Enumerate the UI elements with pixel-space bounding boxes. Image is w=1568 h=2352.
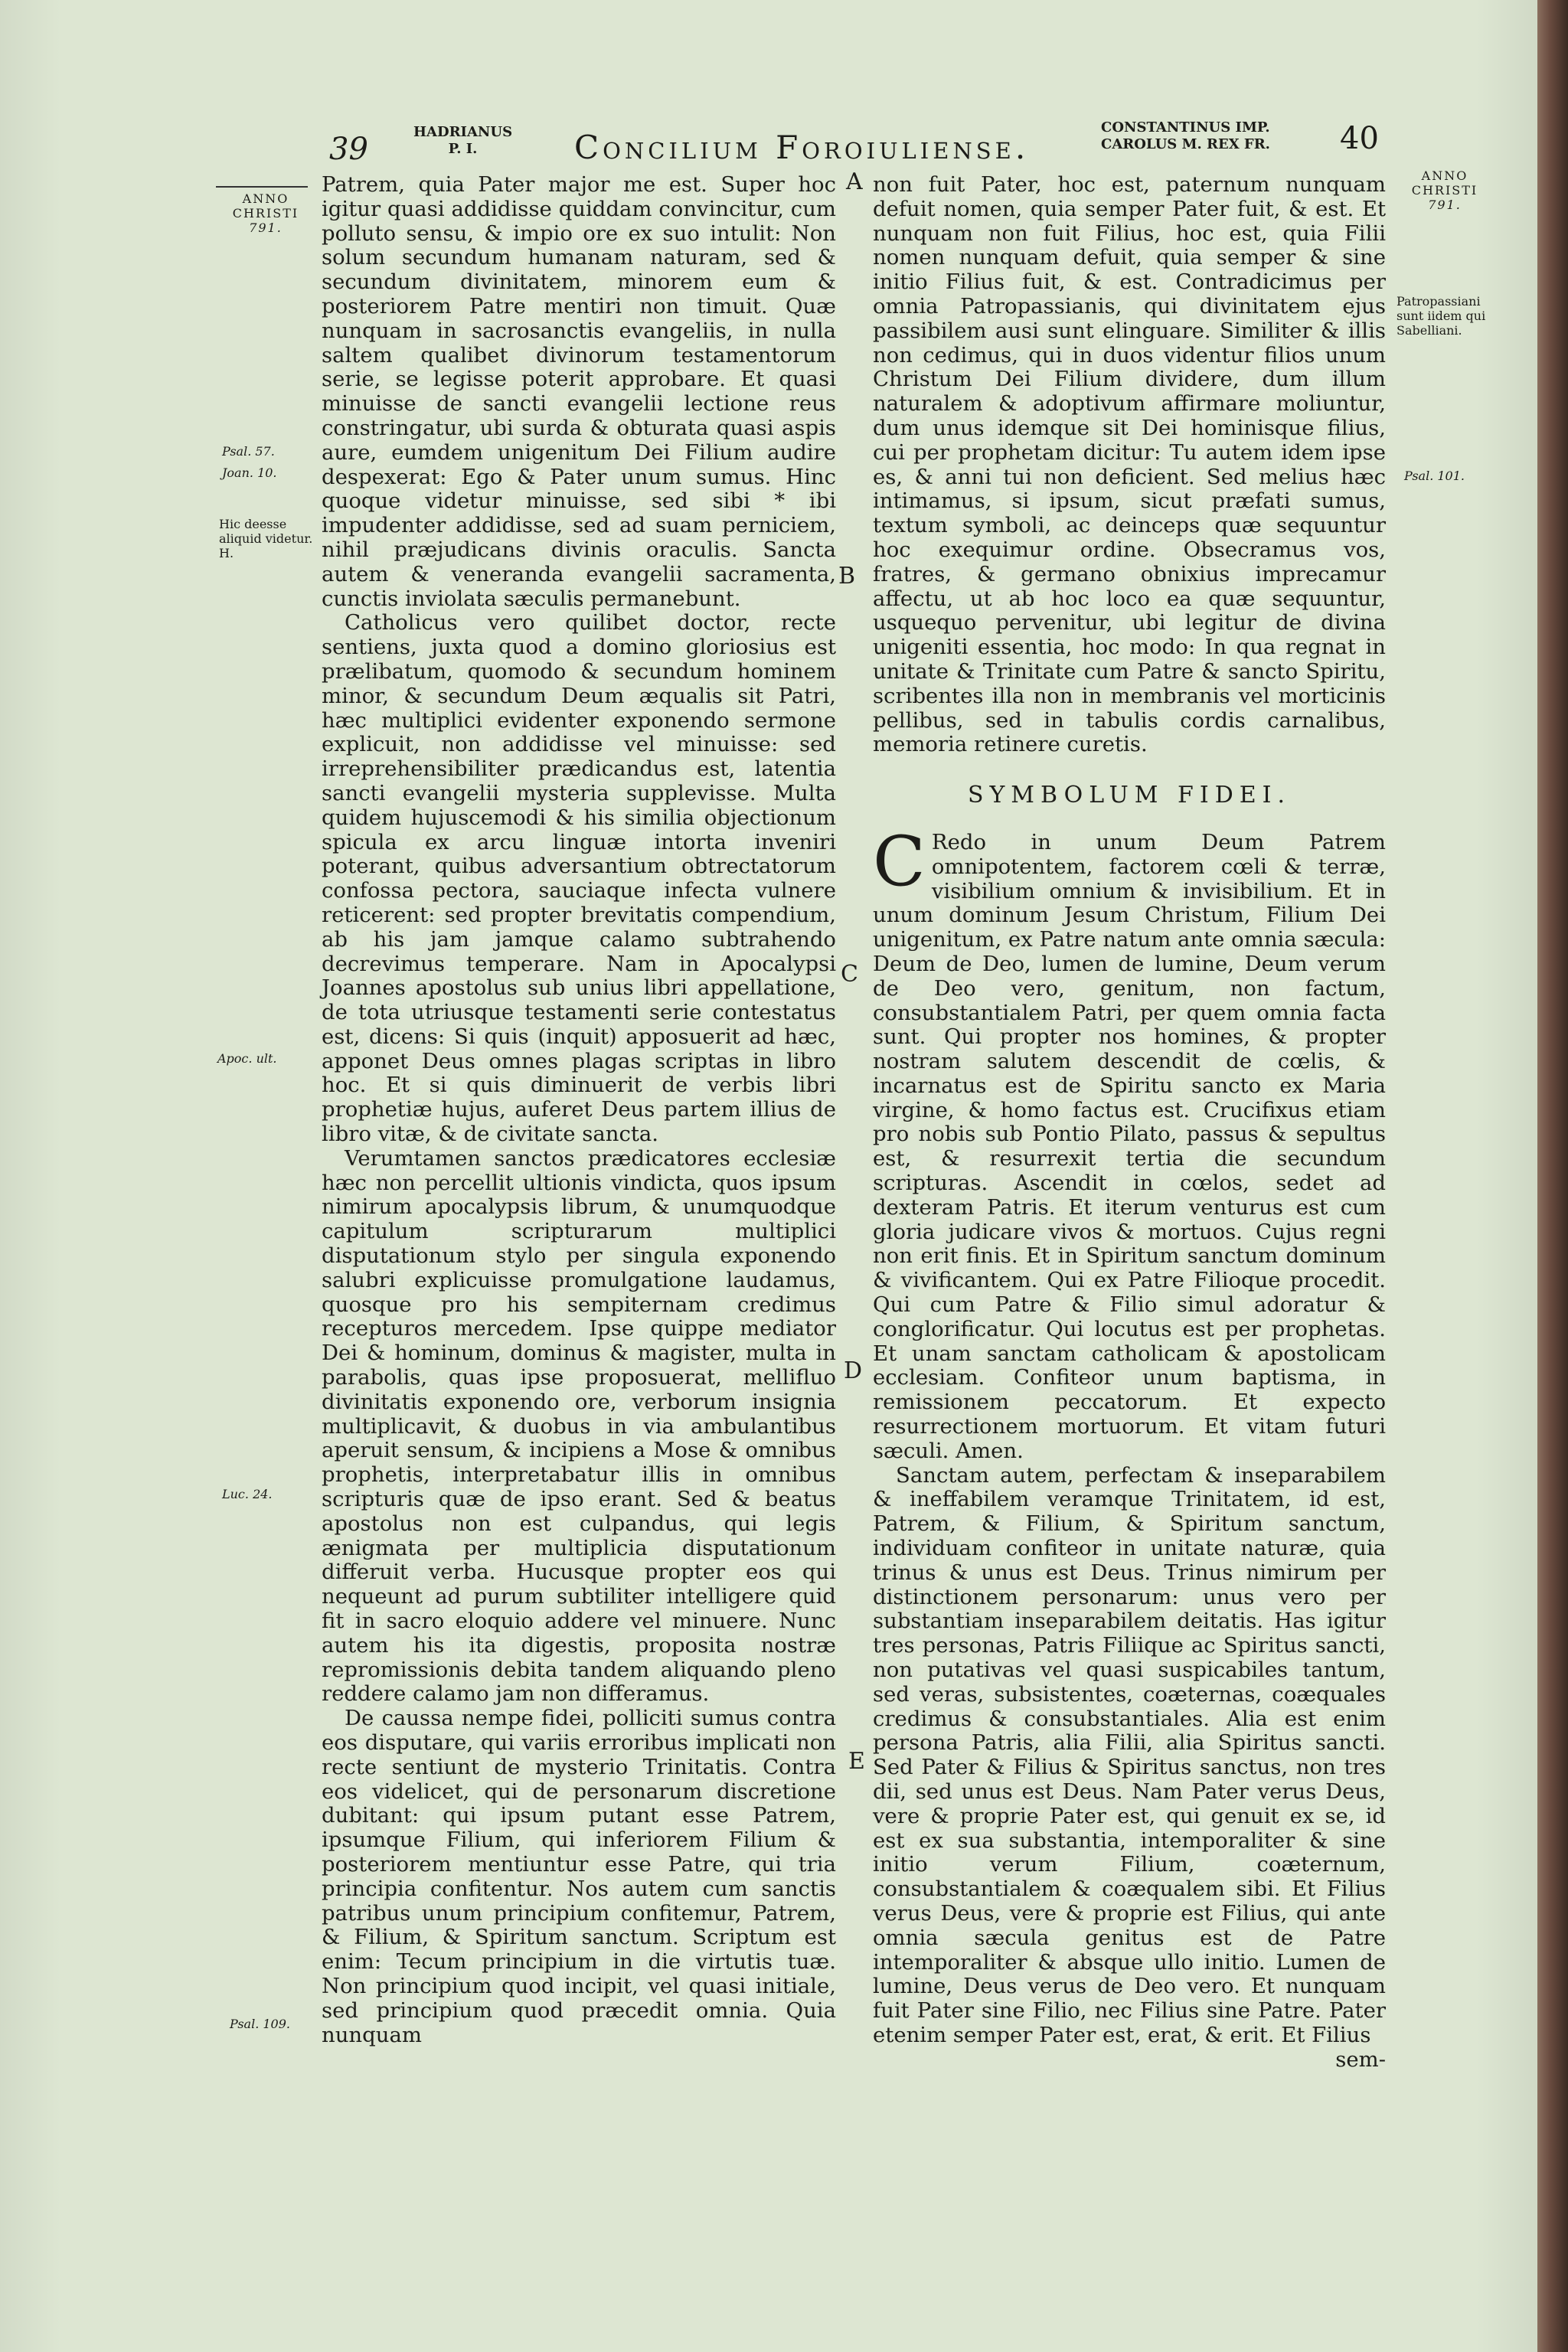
anno-christi-left: ANNO CHRISTI 791. [232, 191, 299, 235]
margin-note: Luc. 24. [222, 1487, 273, 1501]
margin-note: Psal. 101. [1404, 469, 1465, 483]
section-marker-a: A [846, 168, 863, 195]
section-heading: SYMBOLUM FIDEI. [967, 782, 1292, 809]
running-head [329, 115, 1416, 176]
paragraph: non fuit Pater, hoc est, paternum nunquam defuit nomen, quia semper Pater fuit, & est. Et nunquam non fuit Filius, hoc est, quia Filii nomen nunquam defuit, quia semper & sine initio Filius fuit, & est. Contradicimus per omnia Patropassianis, qui divinitatem ejus passibilem ausi sunt elinguare. Similiter & illis non cedimus, qui in duos videntur filios unum Christum Dei Filium dividere, dum illum naturalem & adoptivum affirmare moliuntur, dum unus idemque sit Dei hominisque filius, cui per prophetam dicitur: Tu autem idem ipse es, & anni tui non deficient. Sed melius hæc intimamus, si ipsum, sicut præfati sumus, textum symboli, ac deinceps quæ sequuntur hoc exequimur ordine. Obsecramus vos, fratres, & germano obnixius imprecamur affectu, ut ab hoc loco ea quæ sequuntur, usquequo pervenitur, ubi legitur de divina unigeniti essentia, hoc modo: In qua regnat in unitate & Trinitate cum Patre & sancto Spiritu, scribentes illa non in membranis vel morticinis pellibus, sed in tabulis cordis carnalibus, memoria retinere curetis. [873, 172, 1386, 757]
section-marker-e: E [848, 1748, 865, 1775]
page-number-left: 39 [329, 132, 368, 167]
anno-christi-right: ANNO CHRISTI 791. [1411, 168, 1478, 212]
right-column [873, 173, 1386, 2073]
binding-edge [1537, 0, 1568, 2352]
margin-note: Apoc. ult. [217, 1051, 277, 1066]
paragraph: De caussa nempe fidei, polliciti sumus contra eos disputare, qui variis erroribus implicati non recte sentiunt de mysterio Trinitatis. Contra eos videlicet, qui de personarum discretione dubitant: qui ipsum putant esse Patrem, ipsumque Filium, qui inferiorem Filium & posteriorem mentiuntur esse Patre, qui tria principia confitentur. Nos autem cum sanctis patribus unum principium confitemur, Patrem, & Filium, & Spiritum sanctum. Scriptum est enim: Tecum principium in die virtutis tuæ. Non principium quod incipit, vel quasi initiale, sed principium quod præcedit omnia. Quia nunquam [322, 1706, 836, 2047]
margin-note: Psal. 109. [230, 2017, 290, 2031]
anno-rule [216, 186, 308, 188]
paragraph: Catholicus vero quilibet doctor, recte sentiens, juxta quod a domino gloriosius est prælibatum, quomodo & secundum hominem minor, & secundum Deum æqualis sit Patri, hæc multiplici evidenter exponendo sermone explicuit, non addidisse vel minuisse: sed irreprehensibiliter prædicandus est, latentia sancti evangelii mysteria supplevisse. Multa quidem hujuscemodi & his similia objectionum spicula ex arcu linguæ intorta inveniri poterant, quibus adversantium obtrectatorum confossa pectora, sauciaque infecta vulnere reticerent: sed propter brevitatis compendium, ab his jam jamque calamo subtrahendo decrevimus temperare. Nam in Apocalypsi Joannes apostolus sub unius libri appellatione, de tota utriusque testamenti serie contestatus est, dicens: Si quis (inquit) apposuerit ad hæc, apponet Deus omnes plagas scriptas in libro hoc. Et si quis diminuerit de verbis libri prophetiæ hujus, auferet Deus partem illius de libro vitæ, & de civitate sancta. [322, 610, 836, 1147]
paragraph: Verumtamen sanctos prædicatores ecclesiæ hæc non percellit ultionis vindicta, quos ipsum nimirum apocalypsis librum, & unumquodque capitulum scripturarum multiplici disputationum stylo per singula exponendo salubri explicuisse promulgatione laudamus, quosque pro his sempiternam credimus recepturos mercedem. Ipse quippe mediator Dei & hominum, dominus & magister, multa in parabolis, quas ipse proposuerat, mellifluo divinitatis exponendo ore, verborum insignia multiplicavit, & duobus in via ambulantibus aperuit sensum, & incipiens a Mose & omnibus prophetis, interpretabatur illis in omnibus scripturis quæ de ipso erant. Sed & beatus apostolus non est culpandus, qui legis ænigmata per multiplicia disputationum differuit verba. Hucusque propter eos qui nequeunt ad purum subtiliter intelligere quid fit in sacro eloquio addere vel minuere. Nunc autem his ita digestis, proposita nostræ repromissionis debita tandem aliquando pleno reddere calamo jam non differamus. [322, 1145, 836, 1707]
paragraph: C Redo in unum Deum Patrem omnipotentem, factorem cœli & terræ, visibilium omnium & invisibilium. Et in unum dominum Jesum Christum, Filium Dei unigenitum, ex Patre natum ante omnia sæcula: Deum de Deo, lumen de lumine, Deum verum de Deo vero, genitum, non factum, consubstantialem Patri, per quem omnia facta sunt. Qui propter nos homines, & propter nostram salutem descendit de cœlis, & incarnatus est de Spiritu sancto ex Maria virgine, & homo factus est. Crucifixus etiam pro nobis sub Pontio Pilato, passus & sepultus est, & resurrexit tertia die secundum scripturas. Ascendit in cœlos, sedet ad dexteram Patris. Et iterum venturus est cum gloria judicare vivos & mortuos. Cujus regni non erit finis. Et in Spiritum sanctum dominum & vivificantem. Qui ex Patre Filioque procedit. Qui cum Patre & Filio simul adoratur & conglorificatur. Qui locutus est per prophetas. Et unam sanctam catholicam & apostolicam ecclesiam. Confiteor unum baptisma, in remissionem peccatorum. Et expecto resurrectionem mortuorum. Et vitam futuri sæculi. Amen. [873, 821, 1386, 1463]
section-marker-b: B [838, 563, 856, 590]
margin-note: Patropassiani sunt iidem qui Sabelliani. [1396, 294, 1486, 338]
margin-note: Joan. 10. [222, 466, 277, 480]
running-head-right: CONSTANTINUS IMP. CAROLUS M. REX FR. [1101, 119, 1270, 152]
paragraph: Patrem, quia Pater major me est. Super hoc igitur quasi addidisse quiddam convincitur, cum polluto sensu, & impio ore ex suo intulit: Non solum secundum humanam naturam, sed & secundum divinitatem, minorem eum & posteriorem Patre mentiri non timuit. Quæ nunquam in sacrosanctis evangeliis, in nulla saltem qualibet divinorum testamentorum serie, se legisse poterit approbare. Et quasi minuisse de sancti evangelii lectione reus constringatur, ubi surda & obturata quasi aspis aure, eumdem unigenitum Dei Filium audire despexerat: Ego & Pater unum sumus. Hinc quoque videtur minuisse, sed sibi * ibi impudenter addidisse, sed ad suam perniciem, nihil præjudicans divinis oraculis. Sancta autem & veneranda evangelii sacramenta, cunctis inviolata sæculis permanebunt. [322, 172, 836, 611]
running-head-title: Concilium Foroiuliense. [574, 129, 1030, 166]
running-head-left: HADRIANUS P. I. [413, 124, 513, 157]
paragraph: Sanctam autem, perfectam & inseparabilem & ineffabilem veramque Trinitatem, id est, Patrem, & Filium, & Spiritum sanctum, individuam confiteor in unitate naturæ, quia trinus & unus est Deus. Trinus nimirum per distinctionem personarum: unus vero per substantiam inseparabilem deitatis. Has igitur tres personas, Patris Filiique ac Spiritus sancti, non putativas vel quasi suspicabiles tantum, sed veras, subsistentes, coæternas, coæquales credimus & consubstantiales. Alia est enim persona Patris, alia Filii, alia Spiritus sancti. Sed Pater & Filius & Spiritus sanctus, non tres dii, sed unus est Deus. Nam Pater verus Deus, vere & proprie Pater est, qui genuit ex se, id est ex sua substantia, intemporaliter & sine initio verum Filium, coæternum, consubstantialem & coæqualem sibi. Et Filius verus Deus, vere & proprie est Filius, qui ante omnia sæcula genitus est de Patre intemporaliter & absque ullo initio. Lumen de lumine, Deus verus de Deo vero. Et nunquam fuit Pater sine Filio, nec Filius sine Patre. Pater etenim semper Pater est, erat, & erit. Et Filius [873, 1462, 1386, 2047]
page-number-right: 40 [1340, 121, 1379, 156]
margin-note: Hic deesse aliquid videtur. H. [219, 517, 313, 560]
section-marker-c: C [841, 961, 858, 988]
catchword: sem- [1335, 2047, 1386, 2072]
margin-note: Psal. 57. [222, 444, 275, 459]
left-column [322, 173, 836, 2047]
drop-cap: C [873, 821, 926, 902]
section-marker-d: D [844, 1357, 863, 1384]
